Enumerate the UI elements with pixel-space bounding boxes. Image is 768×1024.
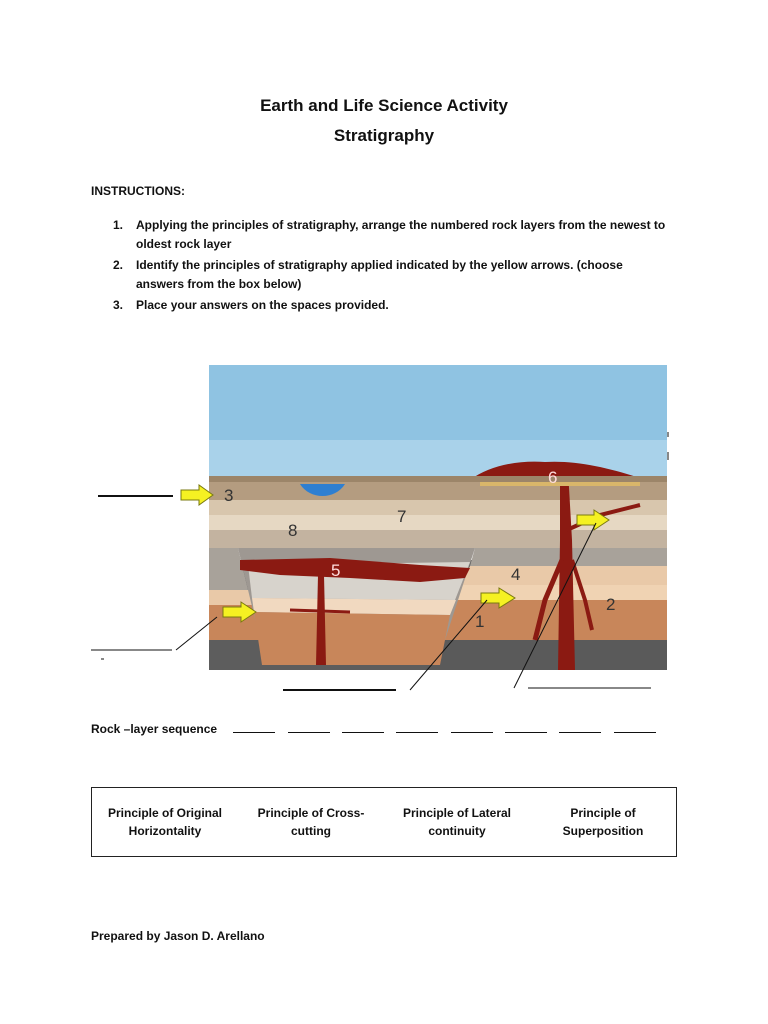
layer-label-2: 2 <box>606 595 616 614</box>
sequence-blank[interactable] <box>396 722 438 733</box>
instruction-text: Identify the principles of stratigraphy applied indicated by the yellow arrows. (choose answers from the box below) <box>136 258 623 291</box>
layer-label-6: 6 <box>548 468 558 487</box>
instructions-heading: INSTRUCTIONS: <box>91 184 185 198</box>
layer-label-3: 3 <box>224 486 234 505</box>
sequence-blank[interactable] <box>451 722 493 733</box>
document-subtitle: Stratigraphy <box>333 126 435 145</box>
instruction-item: 3. Place your answers on the spaces provided. <box>113 296 673 315</box>
document-title: Earth and Life Science Activity <box>260 96 508 115</box>
instruction-text: Applying the principles of stratigraphy, arrange the numbered rock layers from the newest to oldest rock layer <box>136 218 666 251</box>
instructions-list <box>113 216 673 317</box>
sequence-blank[interactable] <box>342 722 384 733</box>
stratigraphy-diagram <box>0 355 768 695</box>
layer-label-7: 7 <box>397 507 407 526</box>
sequence-label: Rock –layer sequence <box>91 722 218 736</box>
choice-cross-cutting: Principle of Cross-cutting <box>257 806 365 838</box>
instruction-item: 1. Applying the principles of stratigraphy, arrange the numbered rock layers from the newest to oldest rock layer <box>113 216 673 254</box>
prepared-by: Prepared by Jason D. Arellano <box>91 929 265 943</box>
sequence-blank[interactable] <box>288 722 330 733</box>
choice-superposition: Principle of Superposition <box>562 806 644 838</box>
answer-choices-box <box>91 787 677 857</box>
choice-lateral-continuity: Principle of Lateral continuity <box>402 806 512 838</box>
sequence-blank[interactable] <box>505 722 547 733</box>
instruction-text: Place your answers on the spaces provided. <box>136 298 389 312</box>
choice-original-horizontality: Principle of Original Horizontality <box>107 806 223 838</box>
layer-label-8: 8 <box>288 521 298 540</box>
layer-label-1: 1 <box>475 612 485 631</box>
layer-label-4: 4 <box>511 565 521 584</box>
rock-layer-sequence <box>91 722 656 736</box>
sequence-blank[interactable] <box>614 722 656 733</box>
arrow-icon <box>181 485 213 505</box>
sequence-blank[interactable] <box>559 722 601 733</box>
instruction-item: 2. Identify the principles of stratigraphy applied indicated by the yellow arrows. (choose answers from the box below) <box>113 256 673 294</box>
sequence-blank[interactable] <box>233 722 275 733</box>
layer-label-5: 5 <box>331 561 341 580</box>
